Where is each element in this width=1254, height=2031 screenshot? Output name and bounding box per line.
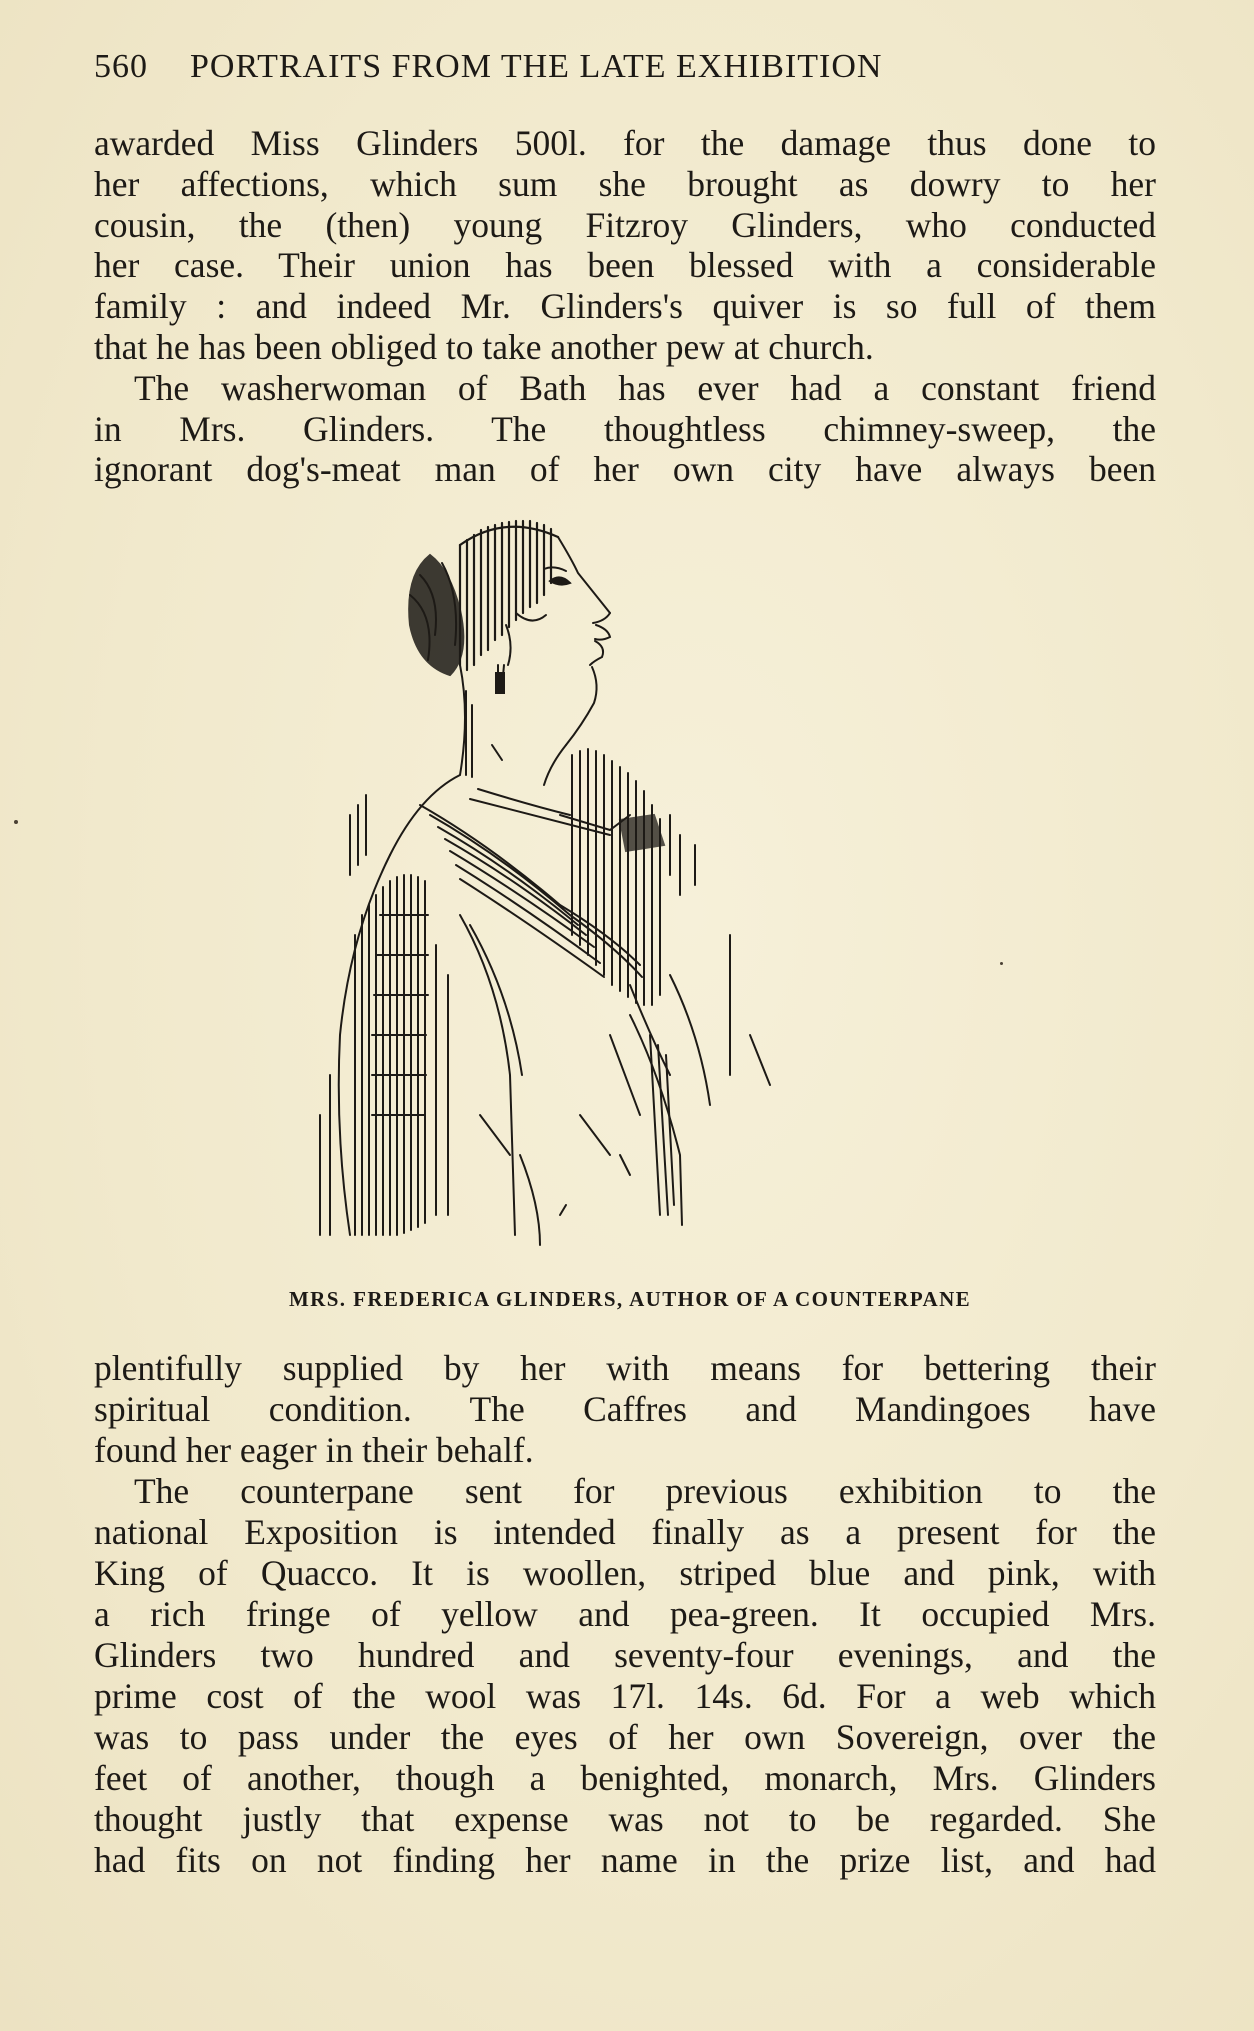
- text-line: her affections, which sum she brought as dowry to her: [94, 163, 1156, 204]
- hair-hatching: [460, 521, 558, 670]
- running-title: PORTRAITS FROM THE LATE EXHIBITION: [190, 48, 883, 85]
- bodice-lines: [460, 915, 770, 1245]
- text-line: thought justly that expense was not to be regarded. She: [94, 1799, 1156, 1839]
- neck: [460, 665, 566, 785]
- text-line: her case. Their union has been blessed with a considerable: [94, 245, 1156, 286]
- left-sleeve-hatching: [320, 795, 448, 1235]
- text-line: had fits on not finding her name in the prize list, and had: [94, 1840, 1156, 1880]
- text-line: prime cost of the wool was 17l. 14s. 6d. For a web which: [94, 1676, 1156, 1716]
- text-line: family : and indeed Mr. Glinders's quiver is so full of them: [94, 286, 1156, 327]
- text-line: was to pass under the eyes of her own Sovereign, over the: [94, 1717, 1156, 1757]
- text-line: Glinders two hundred and seventy-four evenings, and the: [94, 1635, 1156, 1675]
- shoulder-hatching: [390, 775, 664, 977]
- hair-bun: [409, 555, 463, 675]
- text-line: The counterpane sent for previous exhibition to the: [134, 1471, 1156, 1511]
- print-speck: [1000, 962, 1003, 965]
- paragraph-block-bottom: [94, 1348, 1156, 1881]
- text-line: cousin, the (then) young Fitzroy Glinders, who conducted: [94, 204, 1156, 245]
- text-line: The washerwoman of Bath has ever had a constant friend: [134, 367, 1156, 408]
- text-line: spiritual condition. The Caffres and Mandingoes have: [94, 1389, 1156, 1429]
- running-header: [94, 48, 1154, 86]
- print-speck: [14, 820, 18, 824]
- text-line: a rich fringe of yellow and pea-green. It occupied Mrs.: [94, 1594, 1156, 1634]
- text-line: in Mrs. Glinders. The thoughtless chimney-sweep, the: [94, 408, 1156, 449]
- text-line: King of Quacco. It is woollen, striped blue and pink, with: [94, 1553, 1156, 1593]
- text-line: that he has been obliged to take another pew at church.: [94, 326, 874, 367]
- figure-caption: MRS. FREDERICA GLINDERS, AUTHOR OF A COUNTERPANE: [288, 1287, 972, 1311]
- text-line: plentifully supplied by her with means for bettering their: [94, 1348, 1156, 1388]
- portrait-illustration: [310, 515, 950, 1270]
- paragraph-block-top: [94, 123, 1156, 490]
- text-line: national Exposition is intended finally as a present for the: [94, 1512, 1156, 1552]
- text-line: found her eager in their behalf.: [94, 1430, 534, 1470]
- text-line: awarded Miss Glinders 500l. for the damage thus done to: [94, 123, 1156, 163]
- page-number: 560: [94, 48, 148, 85]
- text-line: ignorant dog's-meat man of her own city have always been: [94, 449, 1156, 490]
- text-line: feet of another, though a benighted, monarch, Mrs. Glinders: [94, 1758, 1156, 1798]
